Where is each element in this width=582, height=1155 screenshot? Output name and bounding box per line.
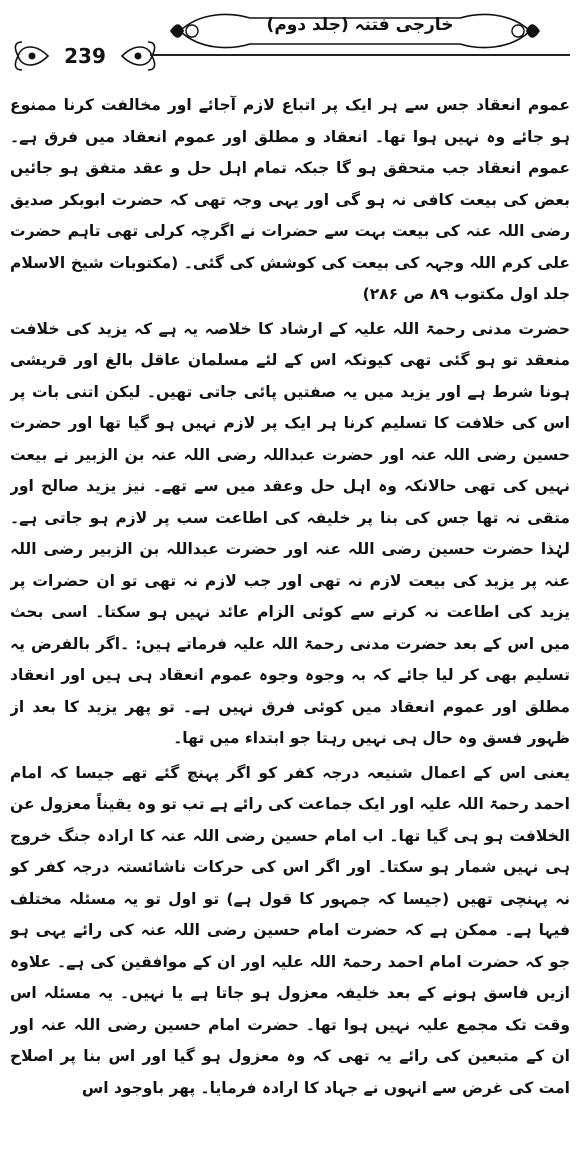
paragraph: عموم انعقاد جس سے ہر ایک پر اتباع لازم آجائے اور مخالفت کرنا ممنوع ہو جائے وہ نہیں ہوا تھا۔ انعقاد و مطلق اور عموم انعقاد میں فرق ہے۔ عموم انعقاد جب متحقق ہو گا جبکہ تمام اہل حل و عقد متفق ہو جائیں بعض کی بیعت کافی نہ ہو گی اور یہی وجہ تھی کہ حضرت ابوبکر صدیق رضی اللہ عنہ کی بیعت بہت سے حضرات نے اگرچہ کرلی تھی تاہم حضرت علی کرم اللہ وجہہ کی بیعت کی کوشش کی گئی۔ (مکتوبات شیخ الاسلام جلد اول مکتوب ۸۹ ص ۲۸۶) <box>10 96 570 303</box>
page-header <box>0 0 582 78</box>
paragraph: یعنی اس کے اعمال شنیعہ درجہ کفر کو اگر پہنچ گئے تھے جیسا کہ امام احمد رحمۃ اللہ علیہ اور ایک جماعت کی رائے ہے تب تو وہ یقیناً معزول عن الخلافت ہو ہی گیا تھا۔ اب امام حسین رضی اللہ عنہ کا ارادہ جنگ خروج ہی نہیں شمار ہو سکتا۔ اور اگر اس کی حرکات ناشائستہ درجہ کفر کو نہ پہنچی تھیں (جیسا کہ جمہور کا قول ہے) تو اول تو یہ مسئلہ مختلف فیہا ہے۔ ممکن ہے کہ حضرت امام حسین رضی اللہ عنہ کی رائے یہی ہو جو کہ حضرت امام احمد رحمۃ اللہ علیہ اور ان کے موافقین کی ہے۔ علاوہ ازیں فاسق ہونے کے بعد خلیفہ معزول ہو جاتا ہے یا نہیں۔ یہ مسئلہ اس وقت تک مجمع علیہ نہیں ہوا تھا۔ حضرت امام حسین رضی اللہ عنہ اور ان کے متبعین کی رائے یہ تھی کہ وہ معزول ہو گیا اور اس بنا پر اصلاح امت کی غرض سے انہوں نے جہاد کا ارادہ فرمایا۔ پھر باوجود اس <box>10 763 570 1097</box>
header-rule <box>150 54 570 56</box>
page-body <box>10 90 570 1140</box>
paragraph: حضرت مدنی رحمۃ اللہ علیہ کے ارشاد کا خلاصہ یہ ہے کہ یزید کی خلافت منعقد تو ہو گئی تھی کیونکہ اس کے لئے مسلمان عاقل بالغ اور قریشی ہونا شرط ہے اور یزید میں یہ صفتیں پائی جاتی تھیں۔ لیکن اتنی بات پر اس کی خلافت کا تسلیم کرنا ہر ایک پر لازم نہیں ہو گیا تھا اور حضرت حسین رضی اللہ عنہ اور حضرت عبداللہ رضی اللہ عنہ بن الزبیر نے بیعت نہیں کی تھی حالانکہ وہ اہل حل وعقد میں سے تھے۔ نیز یزید صالح اور متقی نہ تھا جس کی بنا پر خلیفہ کی اطاعت سب پر لازم ہو جاتی ہے۔ لہٰذا حضرت حسین رضی اللہ عنہ اور حضرت عبداللہ بن الزبیر رضی اللہ عنہ پر یزید کی بیعت لازم نہ تھی اور جب لازم نہ تھی تو ان حضرات پر یزید کی اطاعت نہ کرنے سے کوئی الزام عائد نہیں ہو سکتا۔ اسی بحث میں اس کے بعد حضرت مدنی رحمۃ اللہ علیہ فرماتے ہیں: ۔اگر بالفرض یہ تسلیم بھی کر لیا جائے کہ بہ وجوہ وجوہ عموم انعقاد ہی ہیں اور انعقاد مطلق اور عموم انعقاد میں کوئی فرق نہیں ہے۔ تو پھر یزید کا بعد از ظہور فسق وہ حال ہی نہیں رہتا جو ابتداء میں تھا۔ <box>10 319 570 747</box>
running-title: خارجی فتنہ (جلد دوم) <box>266 15 454 35</box>
fleuron-ornament-icon <box>12 38 52 74</box>
page-number: 239 <box>64 44 106 68</box>
fleuron-ornament-icon <box>118 38 158 74</box>
